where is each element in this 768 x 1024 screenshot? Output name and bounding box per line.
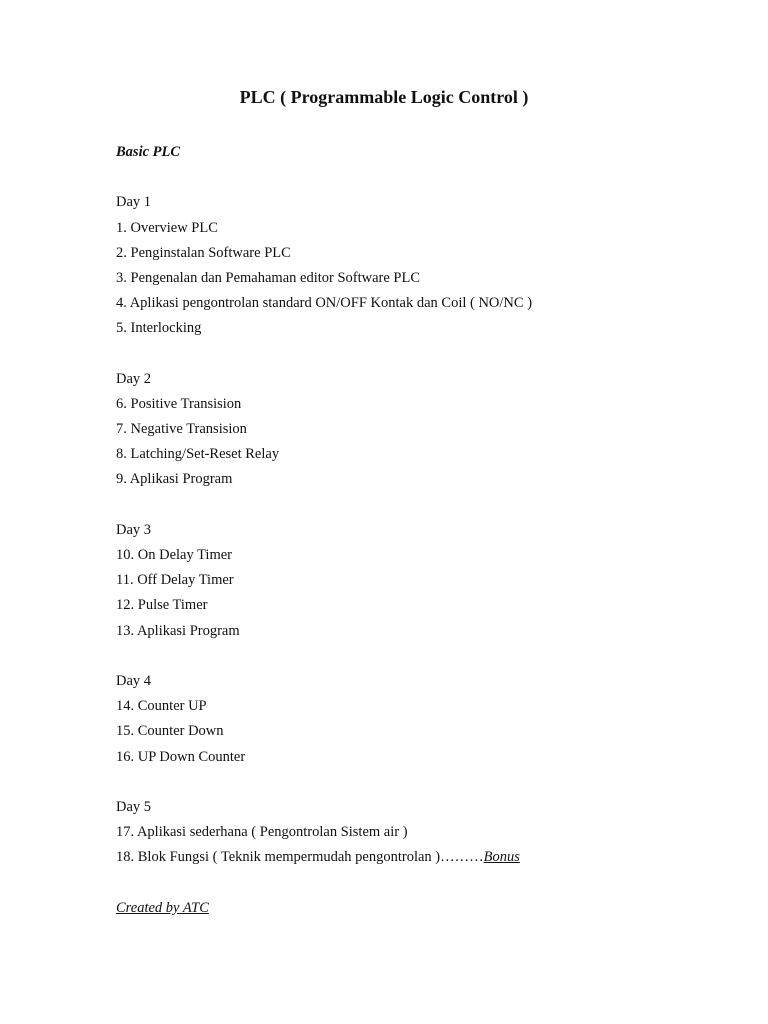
list-item: 15. Counter Down: [116, 723, 224, 740]
section-subtitle: Basic PLC: [116, 144, 181, 160]
day-label: Day 3: [116, 521, 152, 538]
list-item: 9. Aplikasi Program: [116, 471, 233, 488]
list-item: 17. Aplikasi sederhana ( Pengontrolan Sistem air ): [116, 824, 408, 841]
day-section-5: [116, 795, 716, 871]
list-item: 13. Aplikasi Program: [116, 622, 240, 639]
day-section-2: [116, 367, 716, 493]
day-label: Day 5: [116, 798, 152, 815]
list-item: 14. Counter UP: [116, 698, 207, 715]
list-item-text: 18. Blok Fungsi ( Teknik mempermudah pengontrolan )………: [116, 849, 484, 866]
list-item: 4. Aplikasi pengontrolan standard ON/OFF Kontak dan Coil ( NO/NC ): [116, 295, 533, 312]
list-item: 16. UP Down Counter: [116, 748, 246, 765]
day-section-4: [116, 669, 716, 770]
day-label: Day 4: [116, 672, 152, 689]
list-item: 6. Positive Transision: [116, 395, 242, 412]
list-item: 11. Off Delay Timer: [116, 572, 234, 589]
day-label: Day 2: [116, 370, 152, 387]
spacer: [116, 493, 716, 518]
list-item: 1. Overview PLC: [116, 219, 218, 236]
spacer: [116, 165, 716, 190]
page-title: PLC ( Programmable Logic Control ): [239, 87, 529, 107]
day-section-3: [116, 518, 716, 644]
list-item: 5. Interlocking: [116, 320, 202, 337]
spacer: [116, 342, 716, 367]
spacer: [116, 644, 716, 669]
list-item: [116, 845, 716, 870]
document-body: [116, 140, 716, 921]
list-item: 10. On Delay Timer: [116, 547, 232, 563]
list-item: 7. Negative Transision: [116, 421, 247, 438]
day-label: Day 1: [116, 194, 152, 211]
credit-line: Created by ATC: [116, 899, 209, 916]
bonus-label: Bonus: [483, 849, 520, 866]
list-item: 8. Latching/Set-Reset Relay: [116, 446, 280, 463]
day-section-1: [116, 190, 716, 341]
spacer: [116, 870, 716, 895]
list-item: 2. Penginstalan Software PLC: [116, 244, 291, 261]
list-item: 12. Pulse Timer: [116, 597, 208, 614]
list-item: 3. Pengenalan dan Pemahaman editor Software PLC: [116, 269, 421, 286]
spacer: [116, 770, 716, 795]
